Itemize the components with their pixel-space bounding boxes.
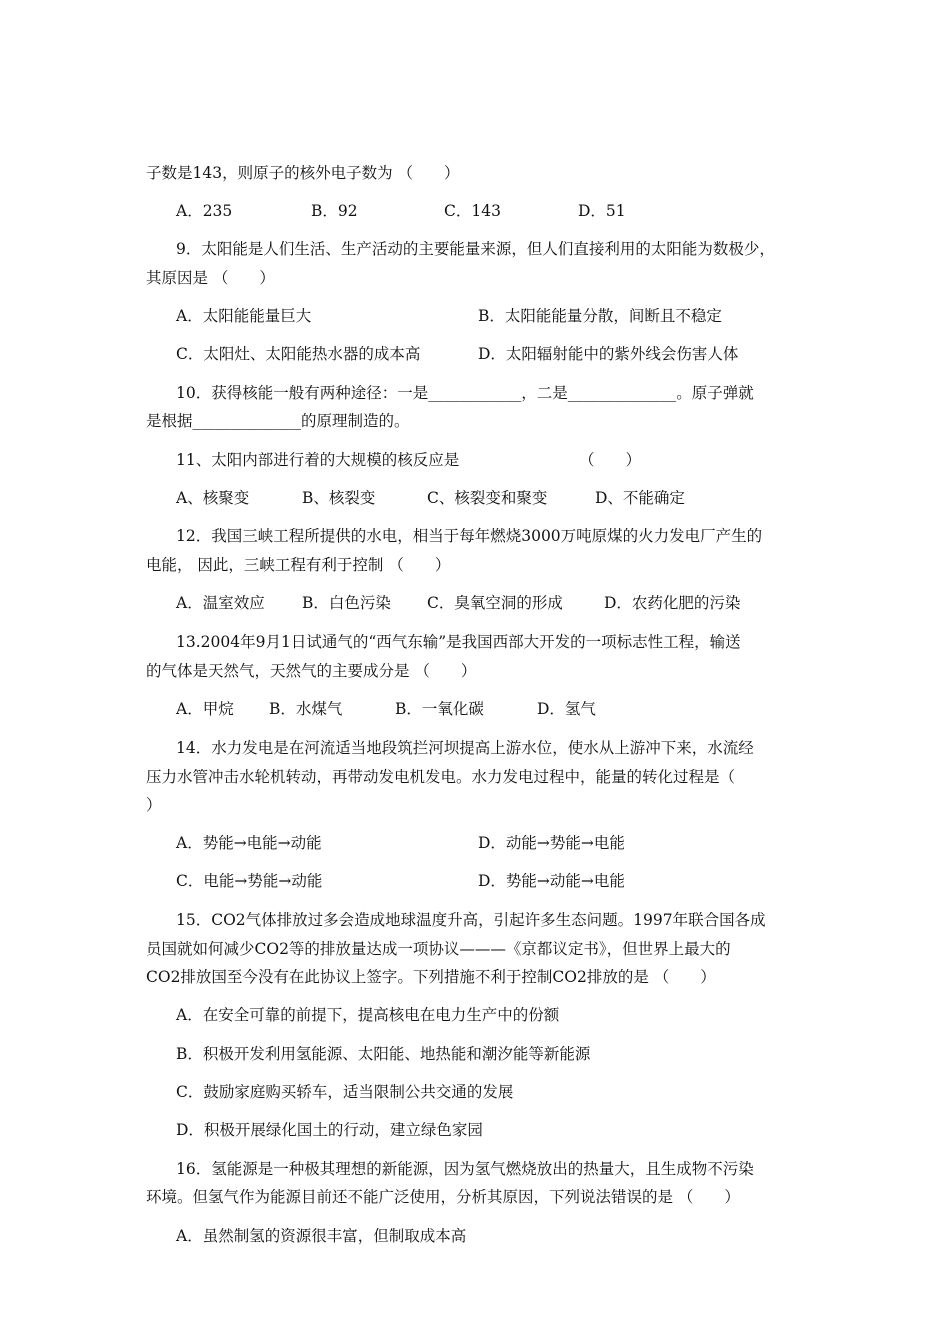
q9-stem-line2: 其原因是 （ ） [146,269,275,287]
q15-option-a: A．在安全可靠的前提下，提高核电在电力生产中的份额 [176,1006,560,1024]
q10-stem-line1: 10．获得核能一般有两种途径：一是____________，二是______________。原子弹就 [176,384,754,402]
q14-stem-line3: ） [146,796,162,814]
q15-stem-line3: CO2排放国至今没有在此协议上签字。下列措施不利于控制CO2排放的是 （ ） [146,968,716,986]
q12-option-c: C．臭氧空洞的形成 [427,594,563,612]
q16-stem-line2: 环境。但氢气作为能源目前还不能广泛使用，分析其原因，下列说法错误的是 （ ） [146,1188,740,1206]
q14-option-b: D．动能→势能→电能 [478,834,625,852]
q12-option-d: D．农药化肥的污染 [604,594,741,612]
q15-stem-line2: 员国就如何减少CO2等的排放量达成一项协议———《京都议定书》，但世界上最大的 [146,940,731,958]
q14-stem-line1: 14．水力发电是在河流适当地段筑拦河坝提高上游水位，使水从上游冲下来，水流经 [176,739,754,757]
q9-option-c: C．太阳灶、太阳能热水器的成本高 [176,345,421,363]
q13-option-c: B．一氧化碳 [395,700,484,718]
q15-option-b: B．积极开发利用氢能源、太阳能、地热能和潮汐能等新能源 [176,1045,591,1063]
q15-option-d: D．积极开展绿化国土的行动，建立绿色家园 [176,1121,483,1139]
q15-option-c: C．鼓励家庭购买轿车，适当限制公共交通的发展 [176,1083,514,1101]
q14-option-d: D．势能→动能→电能 [478,872,625,890]
q12-stem-line2: 电能， 因此，三峡工程有利于控制 （ ） [146,556,451,574]
q11-option-a: A、核聚变 [176,489,250,507]
q11-answer-bracket: （ ） [579,451,642,469]
q11-option-c: C、核裂变和聚变 [427,489,548,507]
q12-stem-line1: 12．我国三峡工程所提供的水电，相当于每年燃烧3000万吨原煤的火力发电厂产生的 [176,527,763,545]
q12-option-b: B．白色污染 [302,594,391,612]
q9-option-a: A．太阳能能量巨大 [176,307,312,325]
q13-stem-line2: 的气体是天然气，天然气的主要成分是 （ ） [146,662,477,680]
q9-option-d: D．太阳辐射能中的紫外线会伤害人体 [478,345,739,363]
q14-option-a: A．势能→电能→动能 [176,834,322,852]
q11-stem: 11、太阳内部进行着的大规模的核反应是 [176,451,460,469]
q13-option-a: A．甲烷 [176,700,234,718]
q11-option-d: D、不能确定 [595,489,685,507]
q9-stem-line1: 9．太阳能是人们生活、生产活动的主要能量来源，但人们直接利用的太阳能为数极少， [176,240,775,258]
q8-option-d: D．51 [578,202,626,220]
q13-option-d: D．氢气 [537,700,596,718]
q13-stem-line1: 13.2004年9月1日试通气的“西气东输”是我国西部大开发的一项标志性工程，输送 [176,633,741,651]
q14-stem-line2: 压力水管冲击水轮机转动，再带动发电机发电。水力发电过程中，能量的转化过程是（ [146,768,736,786]
q10-stem-line2: 是根据______________的原理制造的。 [146,412,410,430]
q11-option-b: B、核裂变 [302,489,376,507]
q16-stem-line1: 16．氢能源是一种极其理想的新能源，因为氢气燃烧放出的热量大，且生成物不污染 [176,1160,754,1178]
q16-option-a: A．虽然制氢的资源很丰富，但制取成本高 [176,1227,467,1245]
q15-stem-line1: 15．CO2气体排放过多会造成地球温度升高，引起许多生态问题。1997年联合国各成 [176,911,766,929]
q8-option-a: A．235 [176,202,233,220]
q14-option-c: C．电能→势能→动能 [176,872,323,890]
q8-option-c: C．143 [444,202,501,220]
q8-option-b: B．92 [311,202,358,220]
q8-stem: 子数是143，则原子的核外电子数为 （ ） [146,164,460,182]
q12-option-a: A．温室效应 [176,594,265,612]
q13-option-b: B．水煤气 [269,700,343,718]
q9-option-b: B．太阳能能量分散，间断且不稳定 [478,307,722,325]
